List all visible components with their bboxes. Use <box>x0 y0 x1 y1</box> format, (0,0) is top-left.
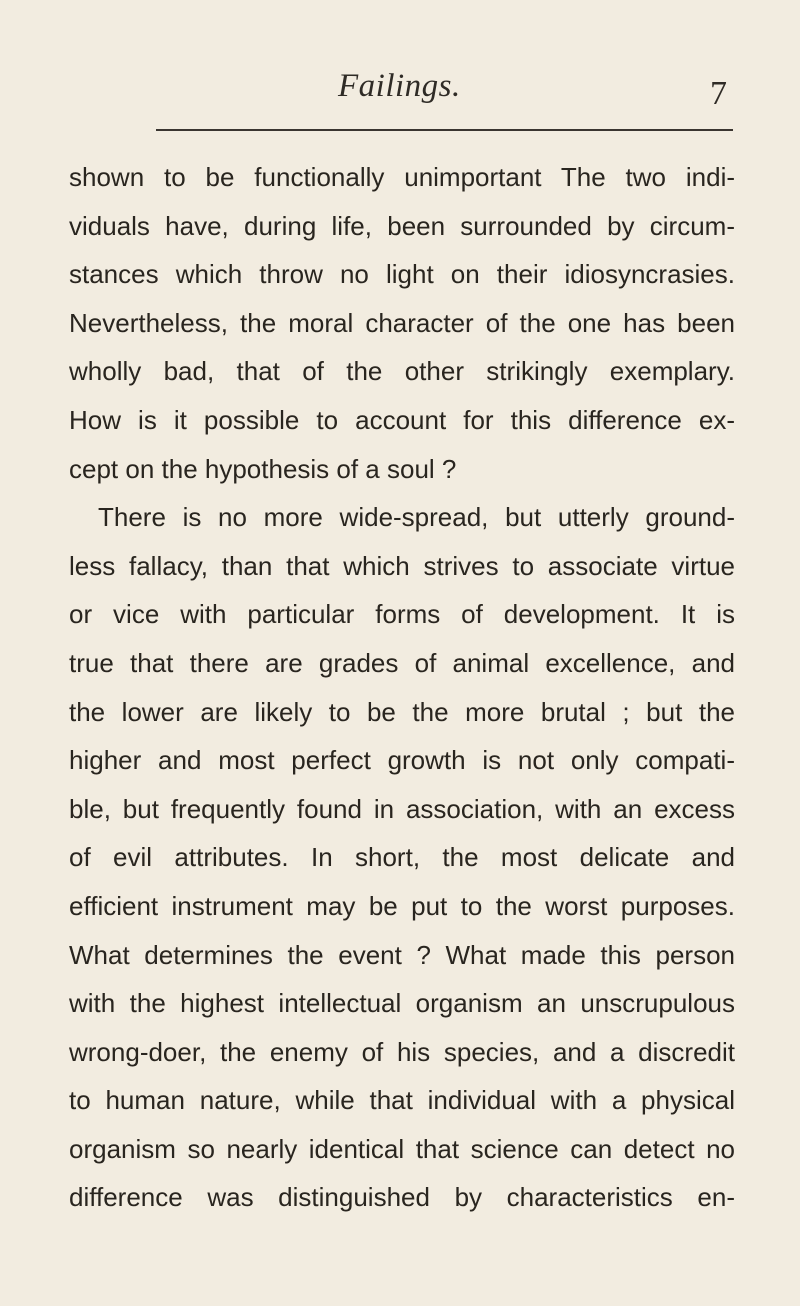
text-line: efficient instrument may be put to the worst purposes. <box>69 890 735 921</box>
text-line: How is it possible to account for this difference ex- <box>69 404 735 435</box>
text-line: wrong-doer, the enemy of his species, and a discredit <box>69 1036 735 1067</box>
text-line: cept on the hypothesis of a soul ? <box>69 453 457 484</box>
text-line: ble, but frequently found in association, with an excess <box>69 793 735 824</box>
text-line: true that there are grades of animal excellence, and <box>69 647 735 678</box>
text-line: less fallacy, than that which strives to associate virtue <box>69 550 735 581</box>
paragraph-first-line: There is no more wide-spread, but utterly ground- <box>98 502 735 533</box>
running-title: Failings. <box>338 68 461 104</box>
text-line: with the highest intellectual organism an unscrupulous <box>69 988 735 1019</box>
text-line: higher and most perfect growth is not only compati- <box>69 745 735 776</box>
text-line: or vice with particular forms of development. It is <box>69 599 735 630</box>
text-line: viduals have, during life, been surrounded by circum- <box>69 210 735 241</box>
text-line: What determines the event ? What made this person <box>69 939 735 970</box>
header-rule <box>156 129 733 131</box>
text-line: organism so nearly identical that science can detect no <box>69 1133 735 1164</box>
text-line: of evil attributes. In short, the most delicate and <box>69 842 735 873</box>
text-line: shown to be functionally unimportant The two indi- <box>69 162 735 192</box>
body-text <box>69 157 735 1226</box>
text-line: wholly bad, that of the other strikingly exemplary. <box>69 356 735 387</box>
text-line: difference was distinguished by characteristics en- <box>69 1182 735 1213</box>
running-head <box>0 64 800 120</box>
text-line: the lower are likely to be the more brutal ; but the <box>69 696 735 727</box>
text-line: Nevertheless, the moral character of the one has been <box>69 307 735 338</box>
text-line: to human nature, while that individual with a physical <box>69 1085 735 1116</box>
text-line: stances which throw no light on their idiosyncrasies. <box>69 259 735 290</box>
page-number: 7 <box>710 75 727 112</box>
